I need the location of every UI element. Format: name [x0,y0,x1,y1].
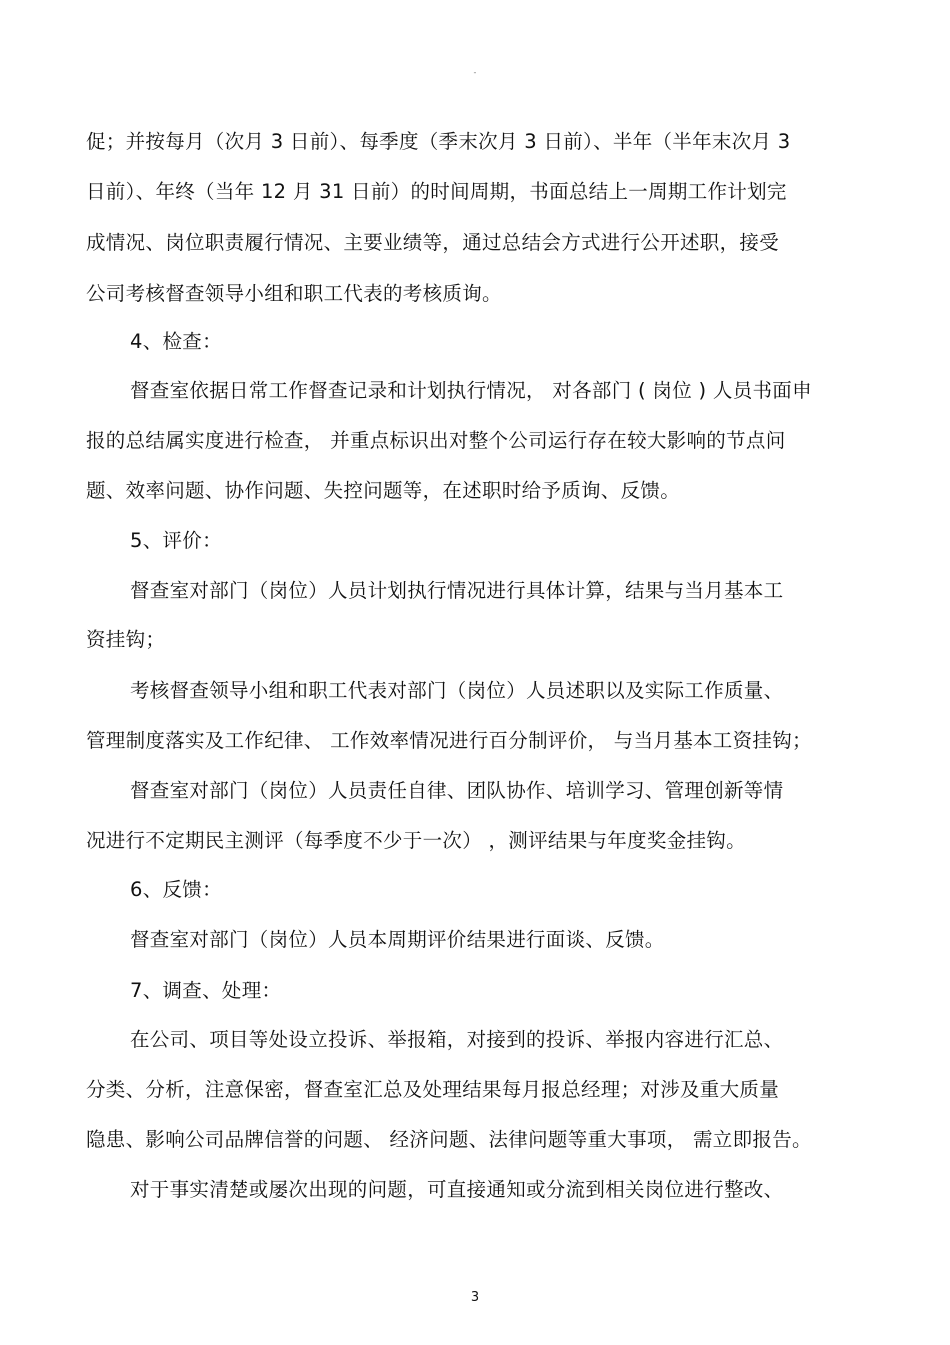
text-line: 公司考核督查领导小组和职工代表的考核质询。 [86,282,502,305]
text-line: 日前）、年终（当年 12 月 31 日前）的时间周期，书面总结上一周期工作计划完 [86,180,787,203]
text-line: 分类、分析，注意保密，督查室汇总及处理结果每月报总经理；对涉及重大质量 [86,1078,780,1101]
text-line: 隐患、影响公司品牌信誉的问题、 经济问题、法律问题等重大事项， 需立即报告。 [86,1128,812,1151]
text-line: 督查室依据日常工作督查记录和计划执行情况， 对各部门 ( 岗位 ) 人员书面申 [130,379,812,402]
page-number: 3 [470,1290,480,1305]
text-line: 题、效率问题、协作问题、失控问题等，在述职时给予质询、反馈。 [86,479,681,502]
section-heading: 4、检查： [130,330,222,353]
text-line: 考核督查领导小组和职工代表对部门（岗位）人员述职以及实际工作质量、 [130,679,784,702]
text-line: 在公司、项目等处设立投诉、举报箱，对接到的投诉、举报内容进行汇总、 [130,1028,784,1051]
text-line: 况进行不定期民主测评（每季度不少于一次） ，测评结果与年度奖金挂钩。 [86,829,746,852]
text-line: 资挂钩； [86,628,166,651]
section-heading: 7、调查、处理： [130,979,282,1002]
section-heading: 5、评价： [130,529,222,552]
text-line: 督查室对部门（岗位）人员责任自律、团队协作、培训学习、管理创新等情 [130,779,784,802]
text-line: 督查室对部门（岗位）人员本周期评价结果进行面谈、反馈。 [130,928,665,951]
section-heading: 6、反馈： [130,878,222,901]
text-line: 对于事实清楚或屡次出现的问题，可直接通知或分流到相关岗位进行整改、 [130,1178,784,1201]
text-line: 管理制度落实及工作纪律、 工作效率情况进行百分制评价， 与当月基本工资挂钩； [86,729,812,752]
text-line: 报的总结属实度进行检查， 并重点标识出对整个公司运行存在较大影响的节点问 [86,429,786,452]
text-line: 促；并按每月（次月 3 日前）、每季度（季末次月 3 日前）、半年（半年末次月 3 [86,130,791,153]
text-line: 成情况、岗位职责履行情况、主要业绩等，通过总结会方式进行公开述职，接受 [86,231,780,254]
header-mark: - [473,68,477,77]
text-line: 督查室对部门（岗位）人员计划执行情况进行具体计算，结果与当月基本工 [130,579,784,602]
